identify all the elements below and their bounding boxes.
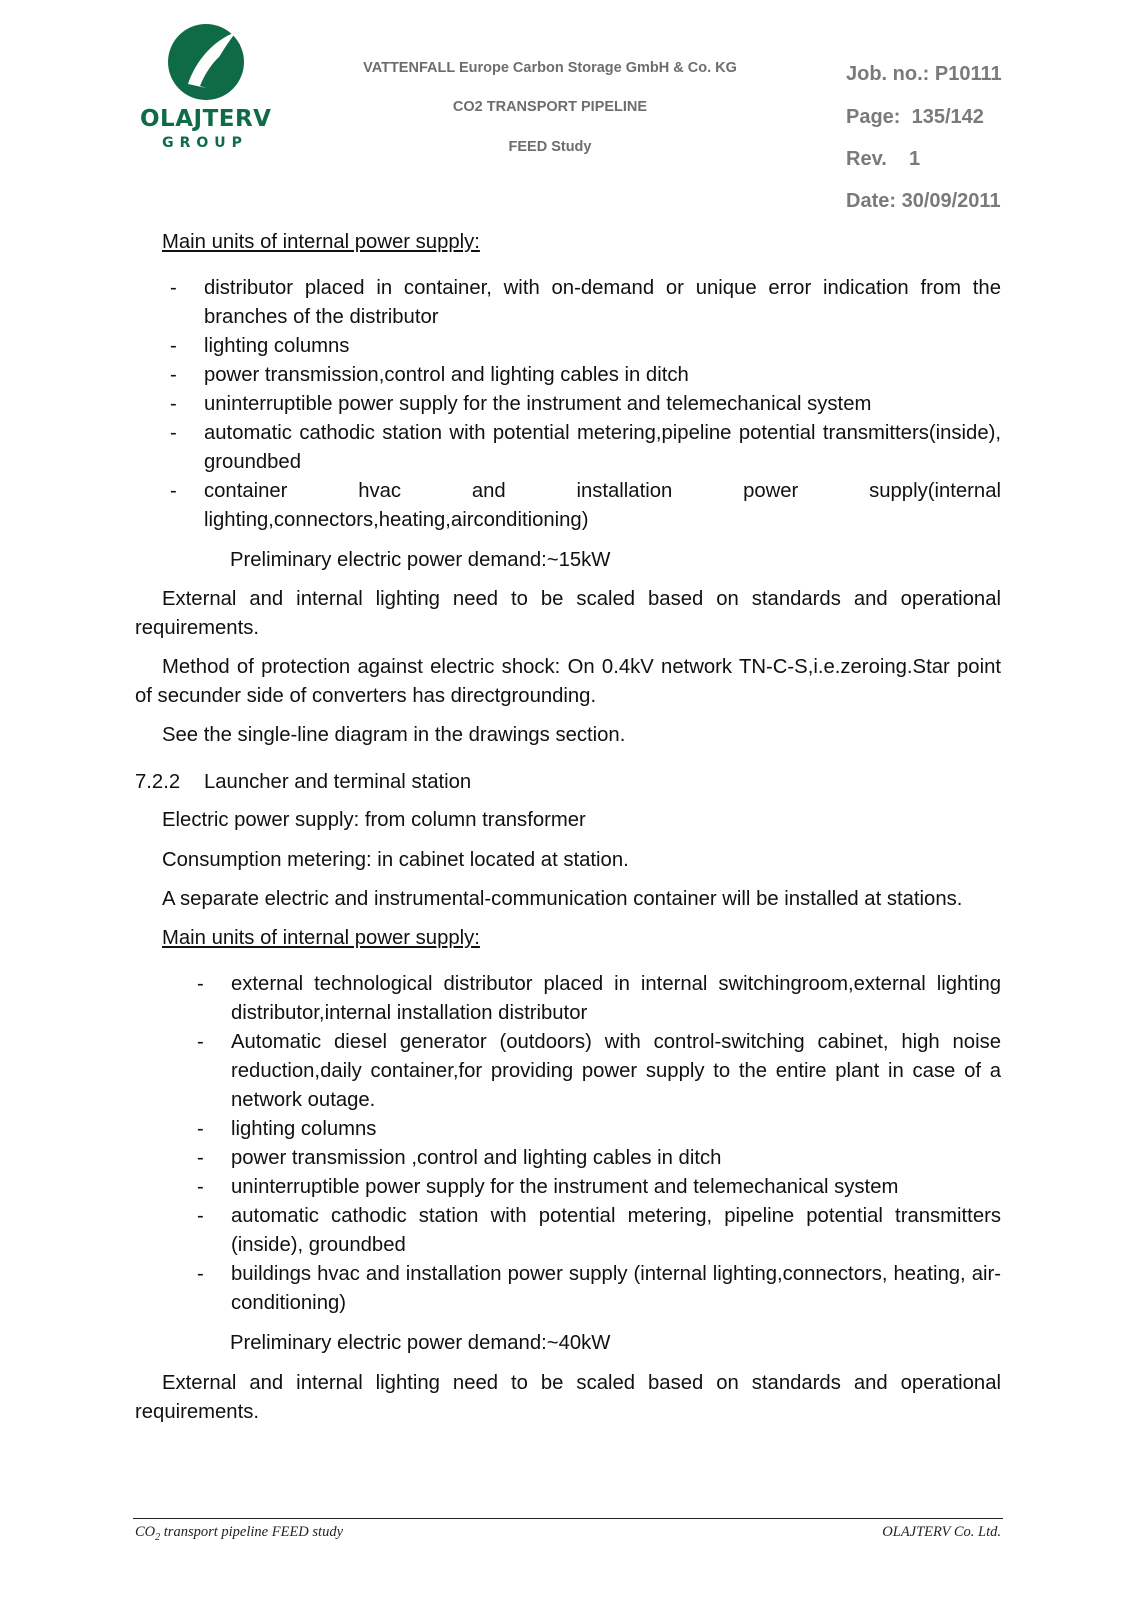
units-list-1	[135, 274, 1001, 535]
date	[846, 190, 1001, 213]
date-value: 30/09/2011	[901, 190, 1001, 212]
power-demand-1: Preliminary electric power demand:~15kW	[230, 549, 611, 571]
list-item: - Automatic diesel generator (outdoors) with control-switching cabinet, high noise reduction,daily container,for providing power supply to the entire plant in case of a network outage.	[197, 1031, 1001, 1111]
lighting-note-2: External and internal lighting need to be scaled based on standards and operational requirements.	[135, 1372, 1001, 1423]
list-item: - lighting columns	[197, 1118, 377, 1140]
units-heading-1: Main units of internal power supply:	[162, 231, 480, 253]
logo-group: GROUP	[162, 135, 248, 151]
footer-company: OLAJTERV Co. Ltd.	[882, 1524, 1001, 1540]
footer-divider	[133, 1518, 1003, 1519]
power-supply-note: Electric power supply: from column transformer	[162, 809, 586, 831]
list-item: - container hvac and installation power supply(internal lighting,connectors,heating,airconditioning)	[170, 480, 1001, 531]
list-item: - external technological distributor placed in internal switchingroom,external lighting distributor,internal installation distributor	[197, 973, 1001, 1024]
list-item: - power transmission ,control and lighting cables in ditch	[197, 1147, 722, 1169]
units-heading-2: Main units of internal power supply:	[162, 927, 480, 949]
page-label: Page:	[846, 106, 901, 128]
list-item: - uninterruptible power supply for the instrument and telemechanical system	[197, 1176, 899, 1198]
olajterv-logo	[140, 22, 270, 157]
list-item: - lighting columns	[170, 335, 350, 357]
list-item: - automatic cathodic station with potential metering,pipeline potential transmitters(inside), groundbed	[170, 422, 1001, 473]
page-value: 135/142	[911, 106, 984, 128]
container-note: A separate electric and instrumental-communication container will be installed at stations.	[162, 888, 963, 910]
list-item: - distributor placed in container, with on-demand or unique error indication from the branches of the distributor	[170, 277, 1001, 328]
logo-name: OLAJTERV	[140, 106, 272, 132]
document-body	[135, 228, 1001, 1427]
date-label: Date:	[846, 190, 897, 212]
job-number	[846, 63, 1002, 86]
olajterv-emblem-icon	[166, 22, 246, 102]
job-label: Job. no.:	[846, 63, 930, 85]
header-company: VATTENFALL Europe Carbon Storage GmbH & Co. KG	[363, 60, 737, 76]
section-title: Launcher and terminal station	[204, 771, 472, 793]
list-item: - automatic cathodic station with potential metering, pipeline potential transmitters (inside), groundbed	[197, 1205, 1001, 1256]
revision	[846, 148, 920, 171]
header-project: CO2 TRANSPORT PIPELINE	[452, 99, 648, 115]
section-heading-7-2-2	[135, 768, 1001, 797]
lighting-note-1: External and internal lighting need to be scaled based on standards and operational requirements.	[135, 588, 1001, 639]
list-item: - power transmission,control and lighting cables in ditch	[170, 364, 689, 386]
rev-label: Rev.	[846, 148, 887, 170]
section-number: 7.2.2	[135, 771, 181, 793]
units-list-2	[135, 970, 1001, 1318]
metering-note: Consumption metering: in cabinet located at station.	[162, 849, 629, 871]
power-demand-2: Preliminary electric power demand:~40kW	[230, 1332, 611, 1354]
page-number	[846, 106, 984, 129]
footer-document-title: $CO_2$ transport pipeline FEED study	[135, 1524, 343, 1543]
protection-note: Method of protection against electric shock: On 0.4kV network TN-C-S,i.e.zeroing.Star point of secunder side of converters has directgrounding.	[135, 656, 1001, 707]
diagram-note: See the single-line diagram in the drawings section.	[162, 724, 626, 746]
header-study: FEED Study	[508, 139, 592, 155]
list-item: - buildings hvac and installation power supply (internal lighting,connectors, heating, air-conditioning)	[197, 1263, 1001, 1314]
list-item: - uninterruptible power supply for the instrument and telemechanical system	[170, 393, 872, 415]
rev-value: 1	[909, 148, 921, 170]
job-value: P10111	[934, 63, 1002, 85]
